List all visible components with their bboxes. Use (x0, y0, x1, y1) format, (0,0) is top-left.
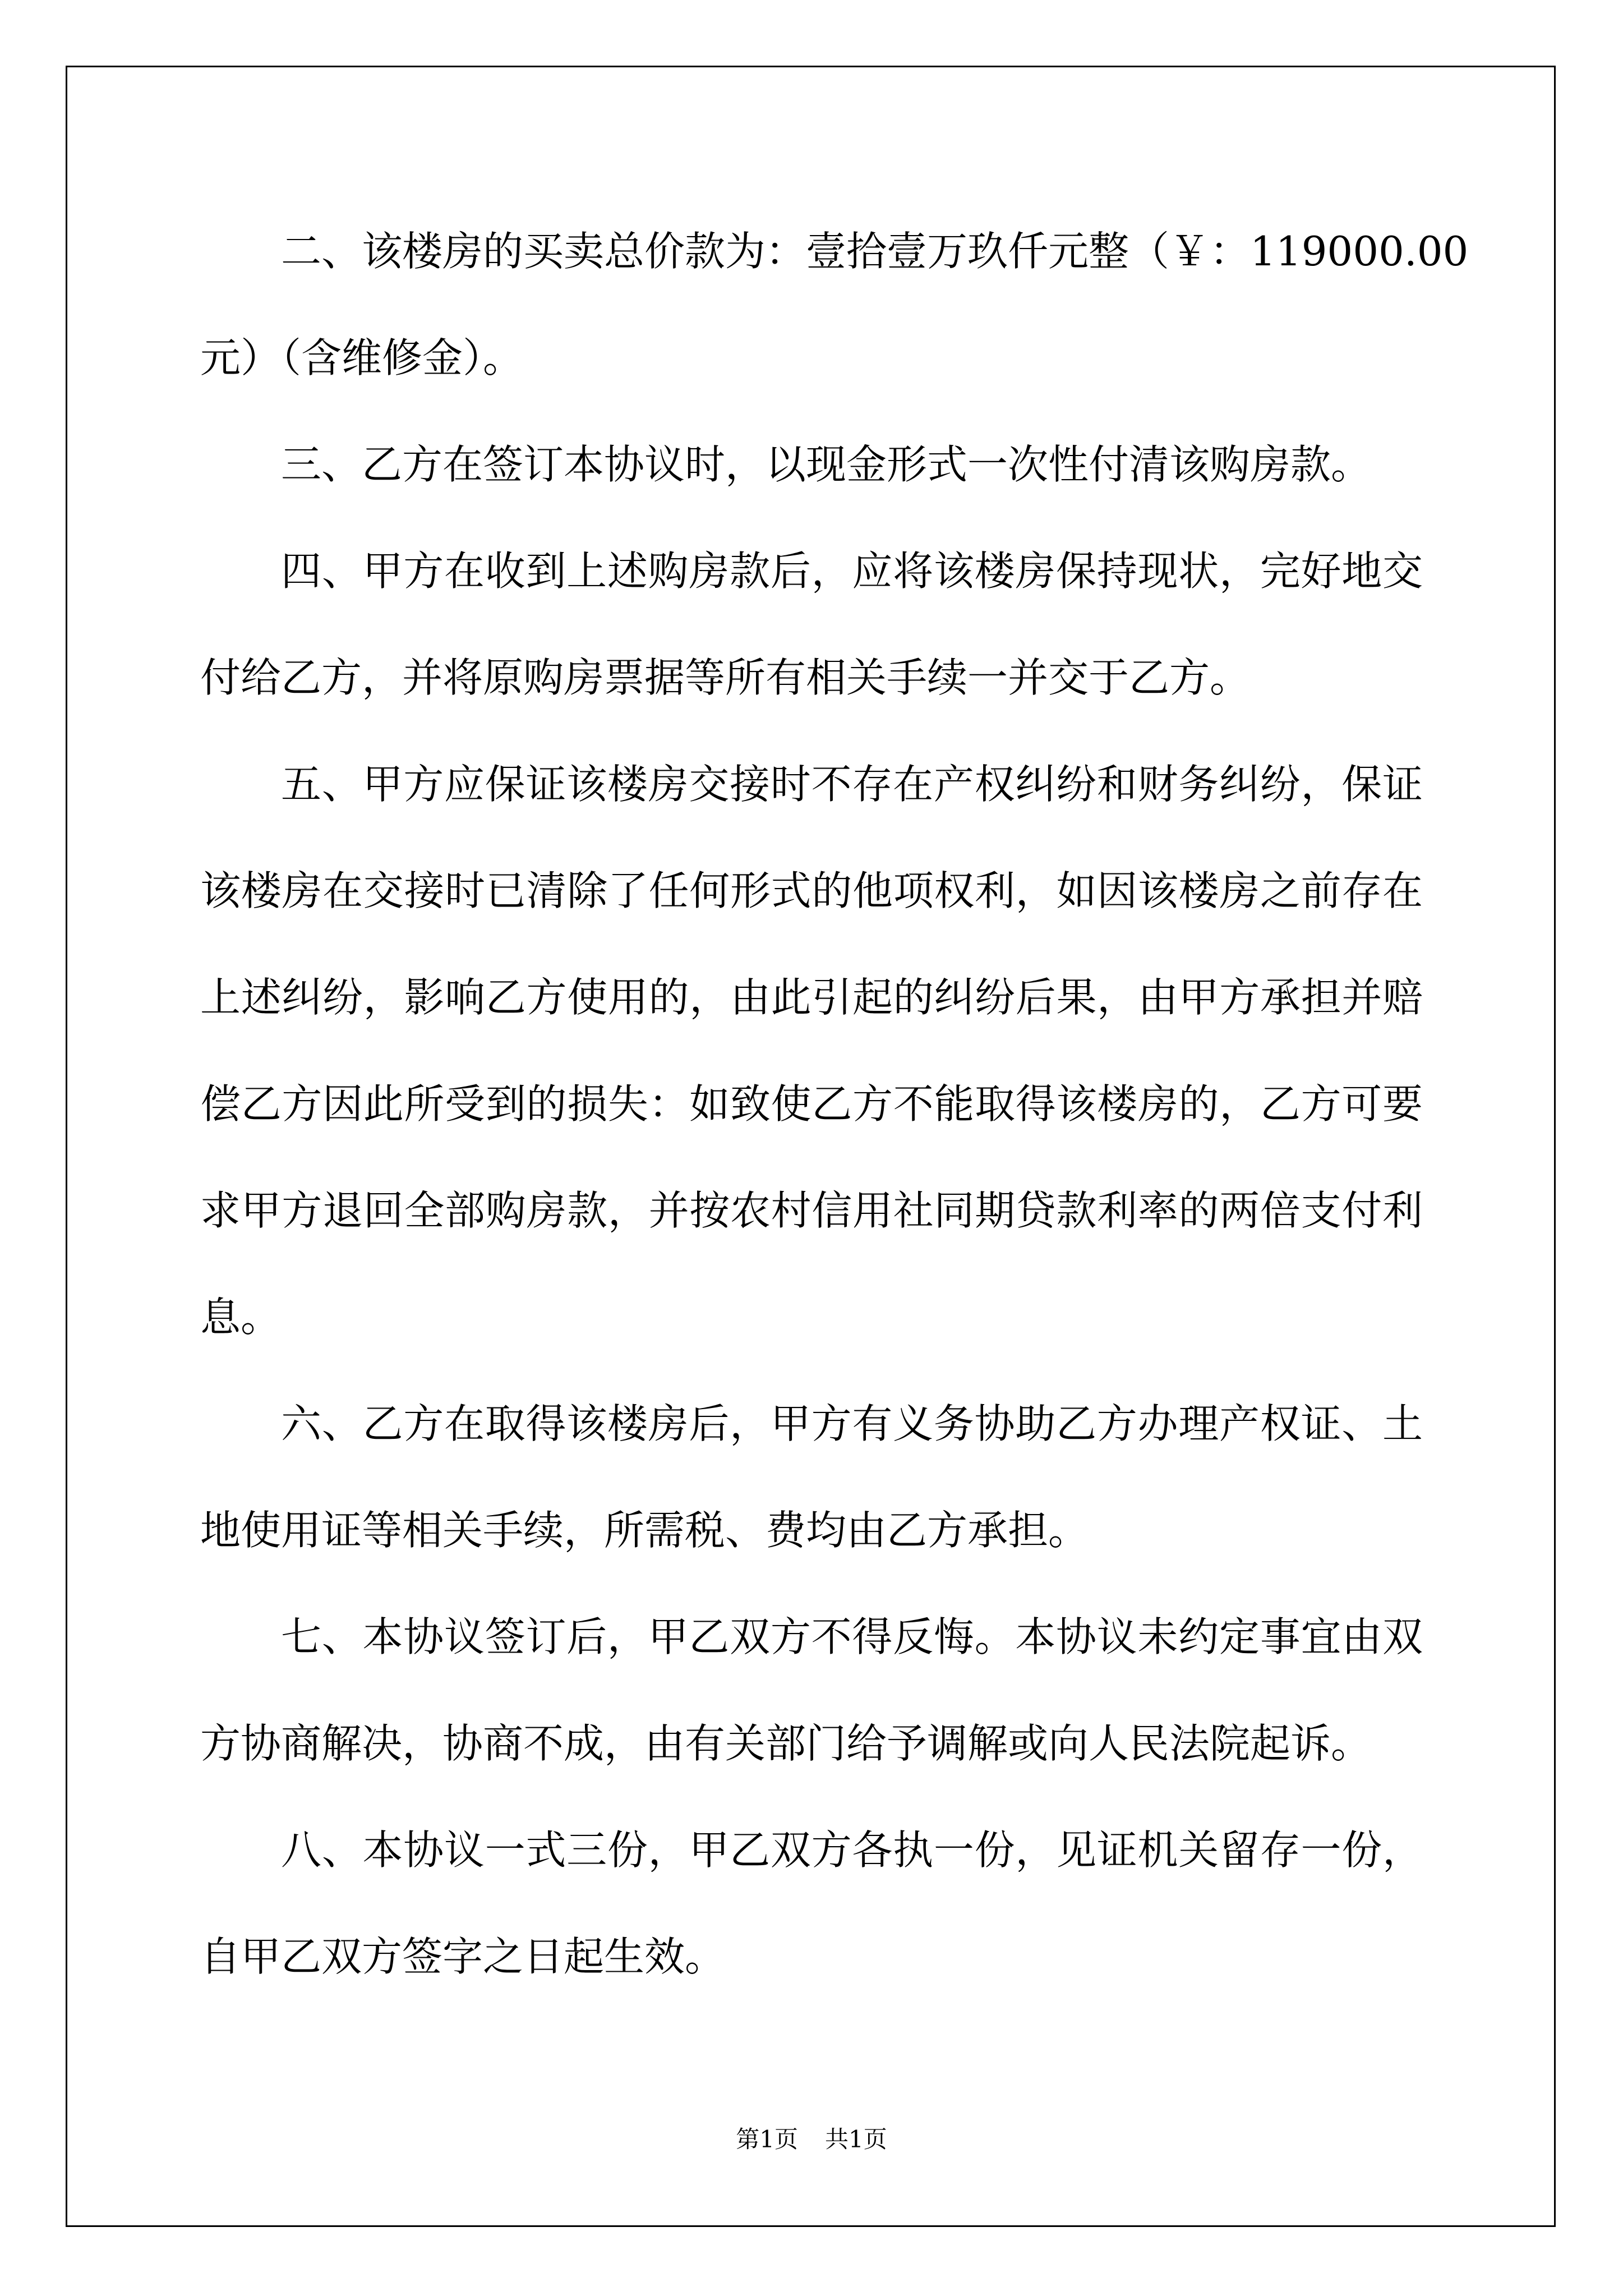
text-line: 三、乙方在签订本协议时，以现金形式一次性付清该购房款。 (281, 441, 1372, 488)
clause-7 (200, 1584, 1423, 1797)
text-line: 偿乙方因此所受到的损失：如致使乙方不能取得该楼房的，乙方可要 (200, 1080, 1423, 1128)
text-line: 息。 (200, 1294, 282, 1341)
text-line: 七、本协议签订后，甲乙双方不得反悔。本协议未约定事宜由双 (281, 1613, 1423, 1660)
clause-2 (200, 198, 1469, 411)
clause-8 (200, 1797, 1423, 2010)
clause-6 (200, 1370, 1423, 1584)
page-total: 共1页 (825, 2125, 887, 2153)
text-line: 方协商解决，协商不成，由有关部门给予调解或向人民法院起诉。 (200, 1720, 1372, 1767)
text-line: 自甲乙双方签字之日起生效。 (200, 1933, 726, 1980)
page-footer (0, 2123, 1623, 2156)
clause-5 (200, 731, 1423, 1370)
clause-4 (200, 518, 1423, 731)
text-line: 元）（含维修金）。 (200, 334, 524, 381)
clause-3 (200, 411, 1423, 518)
agreement-body (200, 198, 1469, 2010)
text-line: 地使用证等相关手续，所需税、费均由乙方承担。 (200, 1507, 1089, 1554)
text-line: 八、本协议一式三份，甲乙双方各执一份，见证机关留存一份， (281, 1826, 1423, 1874)
text-line: 四、甲方在收到上述购房款后，应将该楼房保持现状，完好地交 (281, 547, 1423, 595)
text-line: 六、乙方在取得该楼房后，甲方有义务协助乙方办理产权证、土 (281, 1400, 1423, 1447)
text-line: 付给乙方，并将原购房票据等所有相关手续一并交于乙方。 (200, 654, 1251, 701)
text-line: 上述纠纷，影响乙方使用的，由此引起的纠纷后果，由甲方承担并赔 (200, 974, 1423, 1021)
text-line: 二、该楼房的买卖总价款为：壹拾壹万玖仟元整（￥：119000.00 (281, 228, 1469, 275)
text-line: 五、甲方应保证该楼房交接时不存在产权纠纷和财务纠纷，保证 (281, 761, 1423, 808)
text-line: 该楼房在交接时已清除了任何形式的他项权利，如因该楼房之前存在 (200, 867, 1423, 914)
page-number: 第1页 (736, 2125, 798, 2153)
text-line: 求甲方退回全部购房款，并按农村信用社同期贷款利率的两倍支付利 (200, 1187, 1423, 1234)
